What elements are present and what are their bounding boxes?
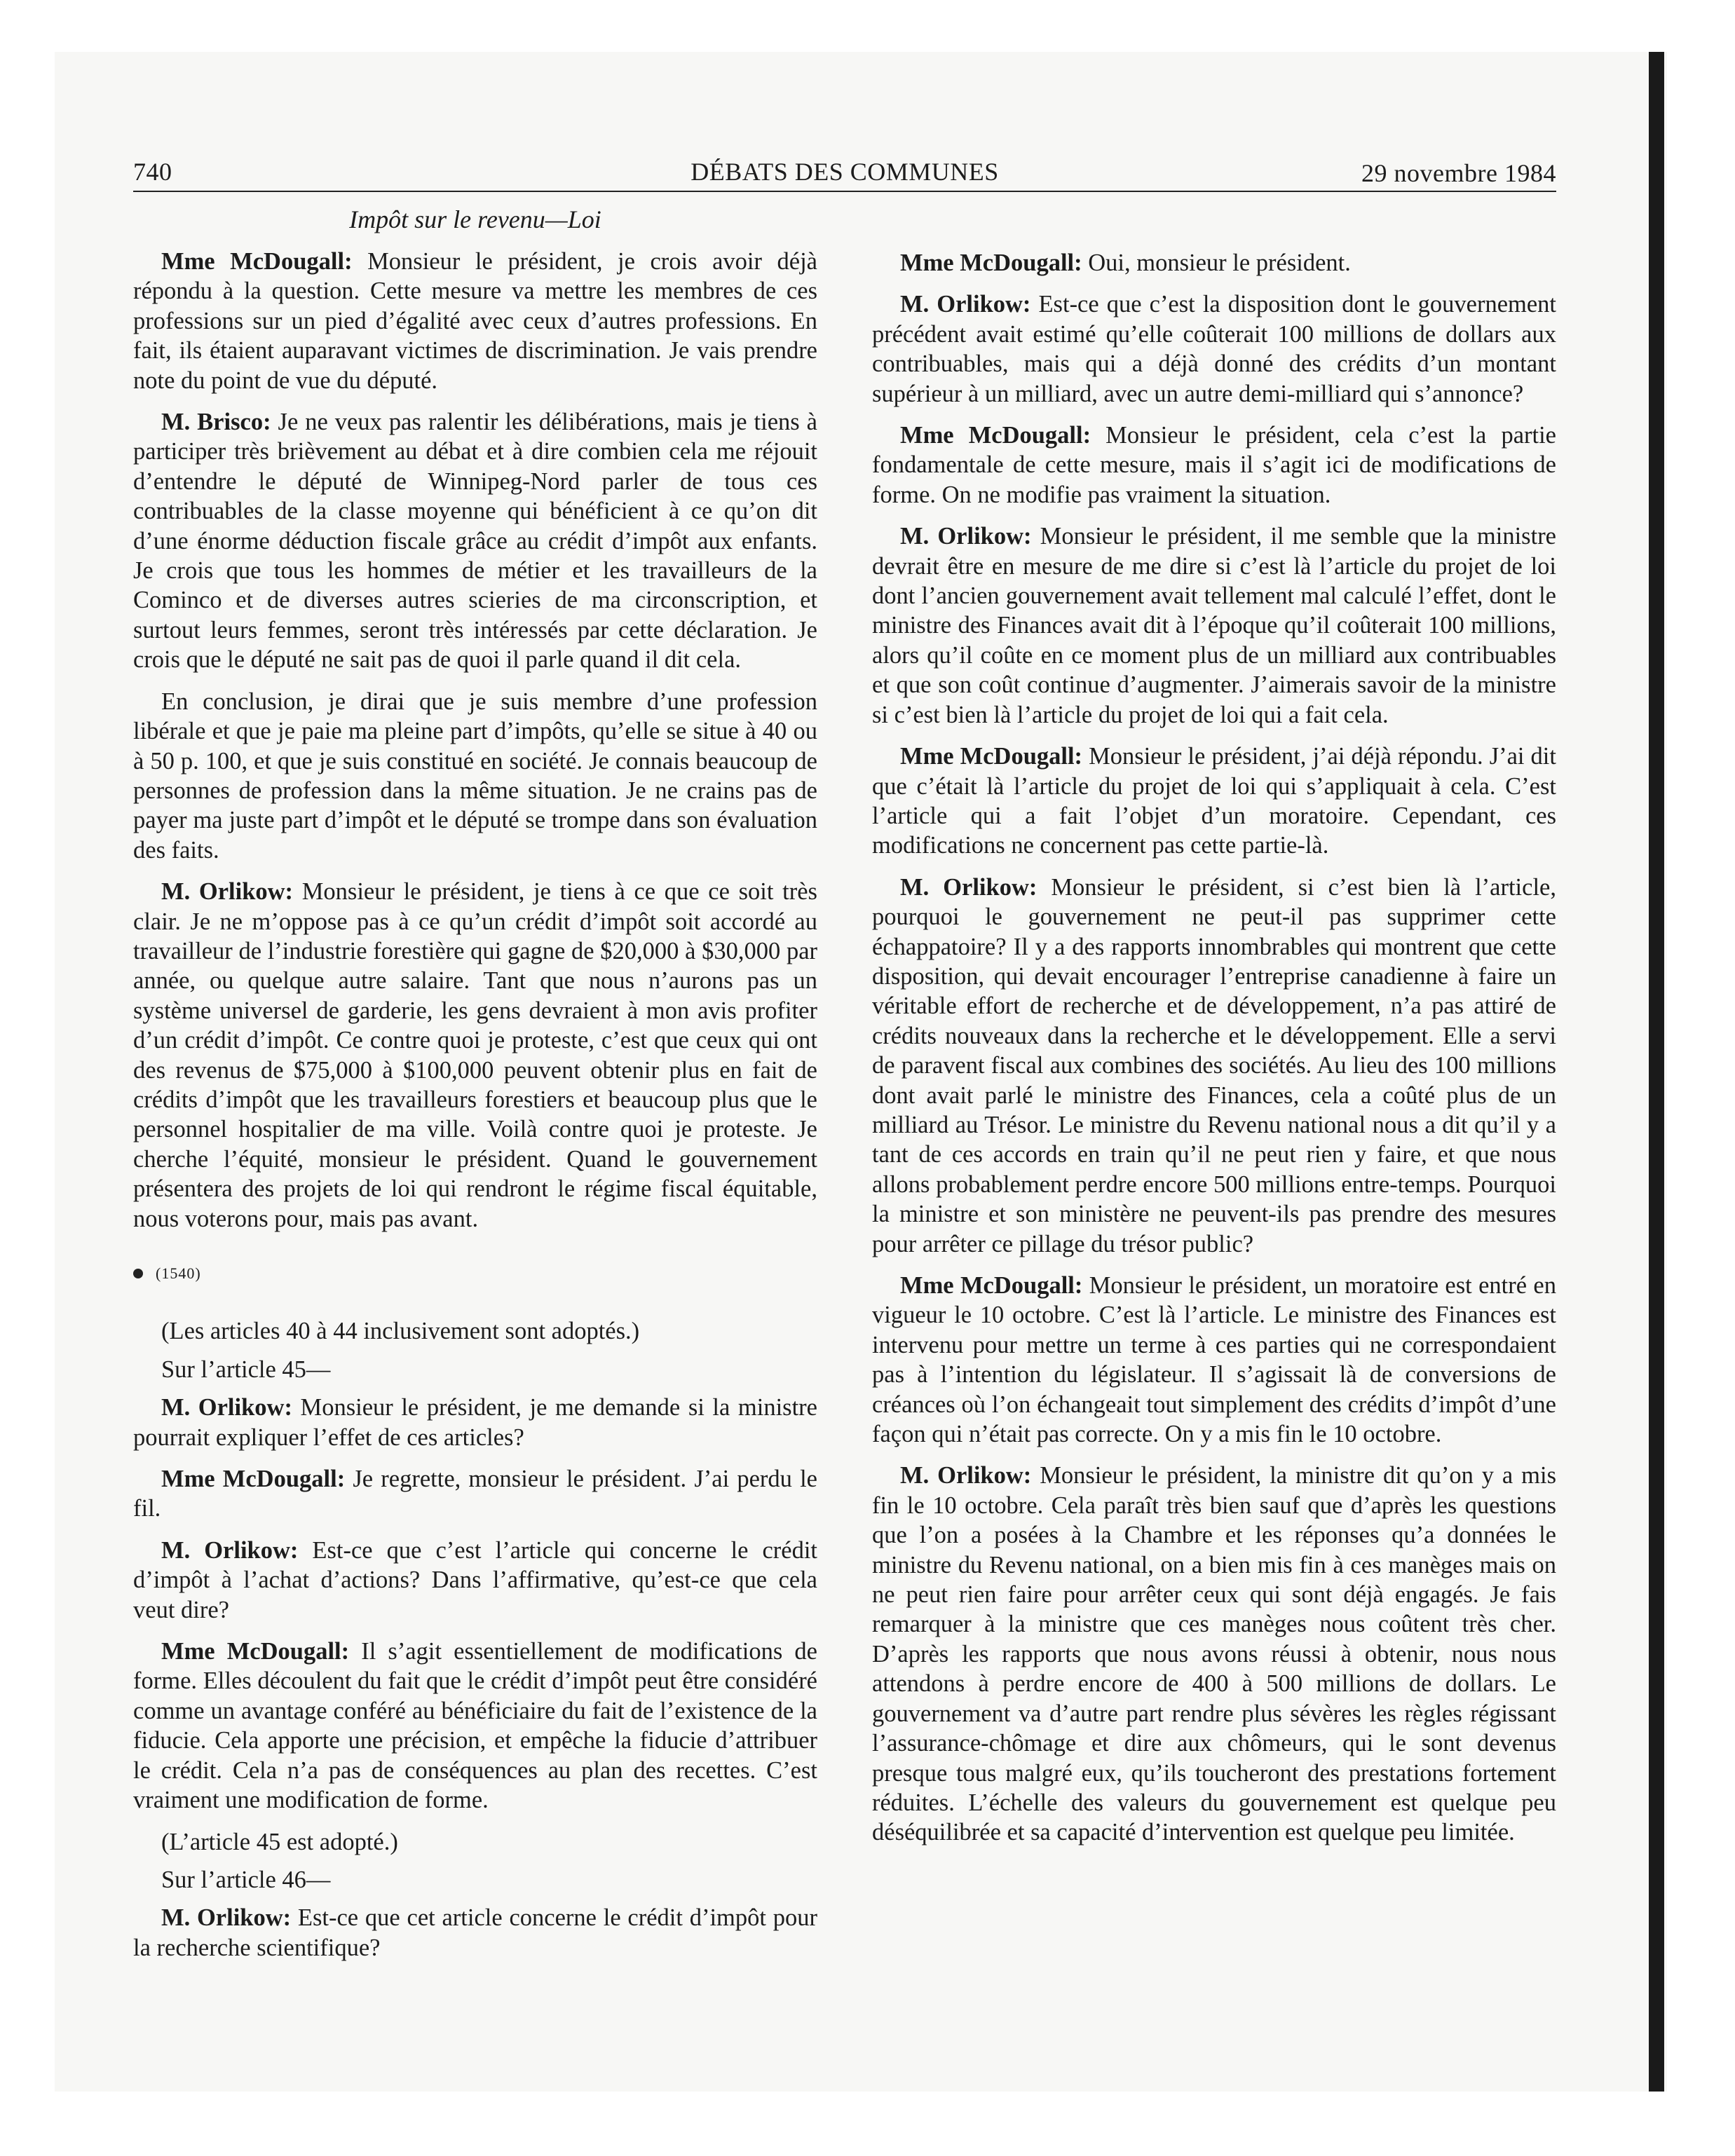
paragraph-text: En conclusion, je dirai que je suis membre d’une profession libérale et que je paie ma pleine part d’impôts, qu’elle se situe à 40 ou à 50 p. 100, et que je suis constitué en société. Je connais beaucoup de personnes de profession dans la même situation. Je ne crains pas de payer ma juste part d’impôt et le député se trompe dans son évaluation des faits. <box>133 688 817 864</box>
speaker-name: M. Orlikow: <box>900 291 1031 318</box>
speech-paragraph <box>872 742 1556 861</box>
speaker-name: M. Orlikow: <box>900 873 1037 901</box>
speaker-name: Mme McDougall: <box>900 743 1083 770</box>
paragraph-text: (L’article 45 est adopté.) <box>161 1828 398 1855</box>
speaker-name: M. Brisco: <box>161 409 271 436</box>
paragraph-text: Monsieur le président, cela c’est la partie fondamentale de cette mesure, mais il s’agit ici de modifications de forme. On ne modifie pas vraiment la situation. <box>872 422 1556 508</box>
time-marker-text: (1540) <box>156 1264 201 1282</box>
speech-paragraph <box>872 1271 1556 1449</box>
procedural-note <box>133 1865 817 1895</box>
paragraph-text: Est-ce que c’est l’article qui concerne le crédit d’impôt à l’achat d’actions? Dans l’affirmative, qu’est-ce que cela veut dire? <box>133 1536 817 1623</box>
paragraph-text: Est-ce que c’est la disposition dont le gouvernement précédent avait estimé qu’elle coûterait 100 millions de dollars aux contribuables, mais qui a déjà donné des crédits d’un montant supérieur à un milliard, avec un autre demi-milliard qui s’annonce? <box>872 291 1556 407</box>
paragraph-text: Monsieur le président, j’ai déjà répondu. J’ai dit que c’était là l’article du projet de loi qui s’appliquait à cela. C’est l’article qui a fait l’objet d’un moratoire. Cependant, ces modifications ne concernent pas cette partie-là. <box>872 743 1556 859</box>
time-marker <box>133 1259 817 1288</box>
speech-paragraph <box>872 421 1556 510</box>
paragraph-text: Oui, monsieur le président. <box>1082 250 1351 276</box>
paragraph-text: Monsieur le président, je me demande si la ministre pourrait expliquer l’effet de ces articles? <box>133 1394 817 1451</box>
speaker-name: Mme McDougall: <box>900 250 1082 276</box>
paragraph-text: (Les articles 40 à 44 inclusivement sont adoptés.) <box>161 1318 640 1345</box>
speaker-name: Mme McDougall: <box>161 248 353 275</box>
speech-paragraph <box>133 1464 817 1524</box>
speech-paragraph <box>133 1393 817 1452</box>
paragraph-text: Monsieur le président, si c’est bien là l’article, pourquoi le gouvernement ne peut-il pas supprimer cette échappatoire? Il y a des rapports innombrables qui montrent que cette disposition, qui devait encourager l’entreprise canadienne à faire un véritable effort de recherche et de développement, n’a pas attiré de crédits nouveaux dans la recherche et le développement. Elle a servi de paravent fiscal aux combines des sociétés. Au lieu des 100 millions dont avait parlé le ministre des Finances, cela a coûté plus de un milliard au Trésor. Le ministre du Revenu national nous a dit qu’il y a tant de ces accords en train qu’il ne peut rien y faire, et que nous allons probablement perdre encore 500 millions entre-temps. Pourquoi la ministre et son ministère ne peuvent-ils pas prendre des mesures pour arrêter ce pillage du trésor public? <box>872 873 1556 1257</box>
speaker-name: Mme McDougall: <box>161 1466 346 1493</box>
page-header <box>133 157 1556 193</box>
speech-paragraph <box>133 687 817 865</box>
publication-title: DÉBATS DES COMMUNES <box>690 158 999 186</box>
publication-date: 29 novembre 1984 <box>1361 159 1556 187</box>
speech-paragraph <box>872 289 1556 409</box>
speaker-name: Mme McDougall: <box>900 1272 1083 1299</box>
bullet-icon <box>133 1269 143 1278</box>
speech-paragraph <box>872 1461 1556 1847</box>
paragraph-text: Je ne veux pas ralentir les délibérations, mais je tiens à participer très brièvement au débat et à dire combien cela me réjouit d’entendre le député de Winnipeg-Nord parler de tous ces contribuables de la classe moyenne qui bénéficient à ce qu’on dit d’une énorme déduction fiscale grâce au crédit d’impôt aux enfants. Je crois que tous les hommes de métier et les travailleurs de la Cominco et de diverses autres scieries de ma circonscription, et surtout leurs femmes, seront très intéressés par cette déclaration. Je crois que le député ne sait pas de quoi il parle quand il dit cela. <box>133 409 817 674</box>
speaker-name: M. Orlikow: <box>900 523 1032 550</box>
left-column <box>133 247 817 1974</box>
speech-paragraph <box>872 521 1556 730</box>
speaker-name: Mme McDougall: <box>900 422 1091 449</box>
speech-paragraph <box>872 873 1556 1259</box>
paragraph-text: Monsieur le président, la ministre dit qu’on y a mis fin le 10 octobre. Cela paraît très bien sauf que d’après les questions que l’on a posées à la Chambre et les réponses qu’a données le ministre du Revenu national, on a bien mis fin à ces manèges mais on ne peut rien faire pour arrêter ceux qui sont déjà engagés. Je fais remarquer à la ministre que ces manèges nous coûtent très cher. D’après les rapports que nous avons réussi à obtenir, nous nous attendons à perdre encore de 400 à 500 millions de dollars. Le gouvernement va d’autre part rendre plus sévères les règles régissant l’assurance-chômage et dire aux chômeurs, qui le sont devenus presque tous malgré eux, qu’ils toucheront des prestations fortement réduites. L’échelle des valeurs du gouvernement est quelque peu déséquilibrée et sa capacité d’intervention est quelque peu limitée. <box>872 1462 1556 1846</box>
speech-paragraph <box>133 877 817 1234</box>
procedural-note <box>133 1827 817 1857</box>
right-column <box>872 248 1556 1860</box>
paragraph-text: Je regrette, monsieur le président. J’ai perdu le fil. <box>133 1466 817 1522</box>
scan-binding-edge <box>1649 52 1664 2092</box>
procedural-note <box>133 1316 817 1346</box>
page-number: 740 <box>133 158 172 186</box>
speaker-name: M. Orlikow: <box>900 1462 1032 1489</box>
paragraph-text: Monsieur le président, un moratoire est entré en vigueur le 10 octobre. C’est là l’article. Le ministre des Finances est intervenu pour mettre un terme à ces parties qui ne correspondaient pas à l’intention du législateur. Il s’agissait là de conversions de créances où l’on échangeait tout simplement des crédits d’impôt d’une façon qui n’était pas correcte. On y a mis fin le 10 octobre. <box>872 1272 1556 1448</box>
paragraph-text: Sur l’article 45— <box>161 1356 331 1383</box>
header-rule <box>133 191 1556 192</box>
speaker-name: Mme McDougall: <box>161 1638 350 1665</box>
paragraph-text: Monsieur le président, je tiens à ce que ce soit très clair. Je ne m’oppose pas à ce qu’un crédit d’impôt soit accordé au travailleur de l’industrie forestière qui gagne de $20,000 à $30,000 par année, ou quelque autre salaire. Tant que nous n’aurons pas un système universel de garderie, les gens devraient à mon avis profiter d’un crédit d’impôt. Ce contre quoi je proteste, c’est que ceux qui ont des revenus de $75,000 à $100,000 peuvent obtenir plus en fait de crédits d’impôt que les travailleurs forestiers et beaucoup plus que le personnel hospitalier de ma ville. Voilà contre quoi je proteste. Je cherche l’équité, monsieur le président. Quand le gouvernement présentera des projets de loi qui rendront le régime fiscal équitable, nous voterons pour, mais pas avant. <box>133 878 817 1232</box>
speech-paragraph <box>872 248 1556 278</box>
speaker-name: M. Orlikow: <box>161 878 294 906</box>
speaker-name: M. Orlikow: <box>161 1394 292 1421</box>
procedural-note <box>133 1355 817 1384</box>
speech-paragraph <box>133 1637 817 1815</box>
paragraph-text: Monsieur le président, je crois avoir déjà répondu à la question. Cette mesure va mettre les membres de ces professions sur un pied d’égalité avec ceux d’autres professions. En fait, ils étaient auparavant victimes de discrimination. Je vais prendre note du point de vue du député. <box>133 248 817 394</box>
speech-paragraph <box>133 407 817 675</box>
paragraph-text: Est-ce que cet article concerne le crédit d’impôt pour la recherche scientifique? <box>133 1904 817 1961</box>
speech-paragraph <box>133 247 817 395</box>
speaker-name: M. Orlikow: <box>161 1536 299 1564</box>
speech-paragraph <box>133 1536 817 1625</box>
paragraph-text: Sur l’article 46— <box>161 1866 331 1893</box>
paragraph-text: Monsieur le président, il me semble que la ministre devrait être en mesure de me dire si c’est là l’article du projet de loi dont l’ancien gouvernement avait tellement mal calculé l’effet, dont le ministre des Finances avait dit à l’époque qu’il coûterait 100 millions, alors qu’il coûte en ce moment plus de un milliard aux contribuables et que son coût continue d’augmenter. J’aimerais savoir de la ministre si c’est bien là l’article du projet de loi qui a fait cela. <box>872 523 1556 728</box>
speech-paragraph <box>133 1903 817 1963</box>
speaker-name: M. Orlikow: <box>161 1904 292 1932</box>
paragraph-text: Il s’agit essentiellement de modifications de forme. Elles découlent du fait que le crédit d’impôt peut être considéré comme un avantage conféré au bénéficiaire du fait de l’existence de la fiducie. Cela apporte une précision, et empêche la fiducie d’attribuer le crédit. Cela n’a pas de conséquences au plan des recettes. C’est vraiment une modification de forme. <box>133 1638 817 1814</box>
section-subtitle: Impôt sur le revenu—Loi <box>349 205 601 233</box>
